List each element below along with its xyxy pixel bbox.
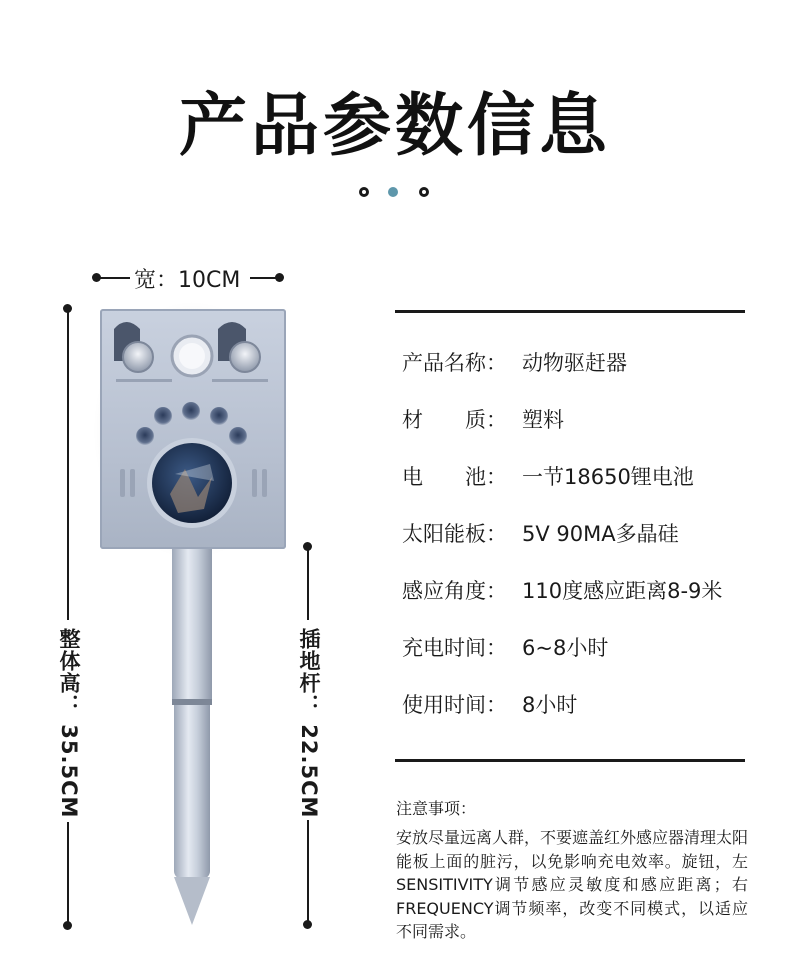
page-title: 产品参数信息 (178, 87, 611, 166)
stake-pole (172, 549, 212, 701)
spec-row: 产品名称： 动物驱赶器 (402, 351, 627, 375)
notes-heading: 注意事项： (396, 799, 477, 818)
dot-active (388, 187, 398, 197)
spec-row: 电 池： 一节18650锂电池 (402, 465, 694, 489)
spec-row: 材 质： 塑料 (402, 408, 564, 432)
height-label: 整体高： 35.5CM (57, 628, 81, 819)
stake-pole-lower (174, 705, 210, 879)
product-image (100, 309, 286, 549)
dot (359, 187, 369, 197)
spec-row: 充电时间： 6~8小时 (402, 636, 609, 660)
divider (395, 759, 745, 762)
dot (419, 187, 429, 197)
spec-row: 感应角度： 110度感应距离8-9米 (402, 579, 723, 603)
pagination-dots (355, 187, 435, 201)
spec-row: 使用时间： 8小时 (402, 693, 578, 717)
width-label: 宽：10CM (134, 268, 241, 293)
notes-text: 安放尽量远离人群，不要遮盖红外感应器清理太阳能板上面的脏污，以免影响充电效率。旋钮，左SENSITIVITY调节感应灵敏度和感应距离；右FREQUENCY调节频率，改变不同模式，以适应不同需求。 (396, 828, 749, 941)
spec-row: 太阳能板： 5V 90MA多晶硅 (402, 522, 679, 546)
divider (395, 310, 745, 313)
device-face-icon (100, 309, 286, 549)
stake-tip (174, 877, 210, 925)
stake-label: 插地杆： 22.5CM (297, 628, 321, 819)
